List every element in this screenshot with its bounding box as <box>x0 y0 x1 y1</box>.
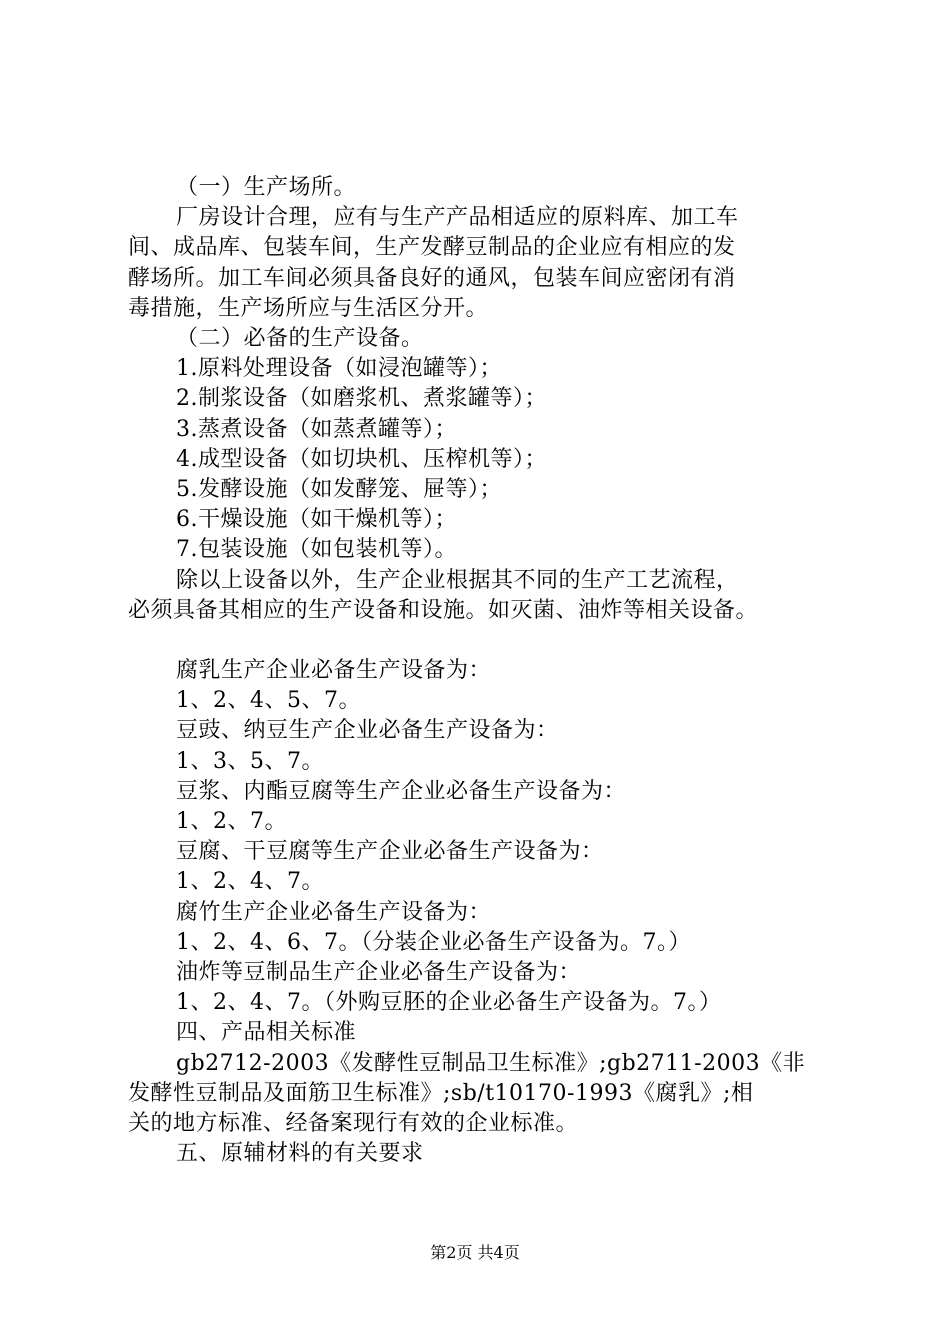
paragraph-line: gb2712-2003《发酵性豆制品卫生标准》;gb2711-2003《非 <box>176 1050 806 1076</box>
paragraph-line: 毒措施，生产场所应与生活区分开。 <box>128 295 489 321</box>
list-item: 7.包装设施（如包装机等）。 <box>176 537 457 563</box>
section-heading-materials: 五、原辅材料的有关要求 <box>176 1141 424 1167</box>
section-heading-standards: 四、产品相关标准 <box>176 1020 357 1046</box>
paragraph-line: 豆豉、纳豆生产企业必备生产设备为： <box>176 718 559 744</box>
paragraph-line: 1、2、4、5、7。 <box>176 688 361 714</box>
paragraph-line: 关的地方标准、经备案现行有效的企业标准。 <box>128 1111 579 1137</box>
paragraph-line: 间、成品库、包装车间，生产发酵豆制品的企业应有相应的发 <box>128 235 736 261</box>
paragraph-line: 酵场所。加工车间必须具备良好的通风，包装车间应密闭有消 <box>128 265 736 291</box>
paragraph-line: 1、2、4、7。（外购豆胚的企业必备生产设备为。7。） <box>176 990 722 1016</box>
paragraph-line: 1、3、5、7。 <box>176 748 324 774</box>
list-item: 4.成型设备（如切块机、压榨机等）； <box>176 446 547 472</box>
paragraph-line: 腐乳生产企业必备生产设备为： <box>176 658 492 684</box>
paragraph-line: 油炸等豆制品生产企业必备生产设备为： <box>176 960 582 986</box>
section-heading-equipment: （二）必备的生产设备。 <box>176 326 424 352</box>
list-item: 6.干燥设施（如干燥机等）； <box>176 507 457 533</box>
paragraph-line: 豆腐、干豆腐等生产企业必备生产设备为： <box>176 839 604 865</box>
list-item: 5.发酵设施（如发酵笼、屉等）； <box>176 477 502 503</box>
paragraph-line: 除以上设备以外，生产企业根据其不同的生产工艺流程， <box>176 567 739 593</box>
paragraph-line: 1、2、4、7。 <box>176 869 324 895</box>
paragraph-line: 豆浆、内酯豆腐等生产企业必备生产设备为： <box>176 778 627 804</box>
paragraph-line: 1、2、7。 <box>176 809 287 835</box>
blank-line <box>128 626 858 656</box>
paragraph-line: 1、2、4、6、7。（分装企业必备生产设备为。7。） <box>176 929 691 955</box>
paragraph-line: 必须具备其相应的生产设备和设施。如灭菌、油炸等相关设备。 <box>128 597 759 623</box>
page-number-footer: 第2页 共4页 <box>430 1243 520 1262</box>
paragraph-line: 厂房设计合理，应有与生产产品相适应的原料库、加工车 <box>176 205 739 231</box>
paragraph-line: 发酵性豆制品及面筋卫生标准》;sb/t10170-1993《腐乳》;相 <box>128 1080 754 1106</box>
list-item: 3.蒸煮设备（如蒸煮罐等）； <box>176 416 457 442</box>
paragraph-line: 腐竹生产企业必备生产设备为： <box>176 899 492 925</box>
list-item: 1.原料处理设备（如浸泡罐等）； <box>176 356 502 382</box>
document-body <box>128 173 858 1170</box>
section-heading-production-site: （一）生产场所。 <box>176 175 357 200</box>
list-item: 2.制浆设备（如磨浆机、煮浆罐等）； <box>176 386 547 412</box>
